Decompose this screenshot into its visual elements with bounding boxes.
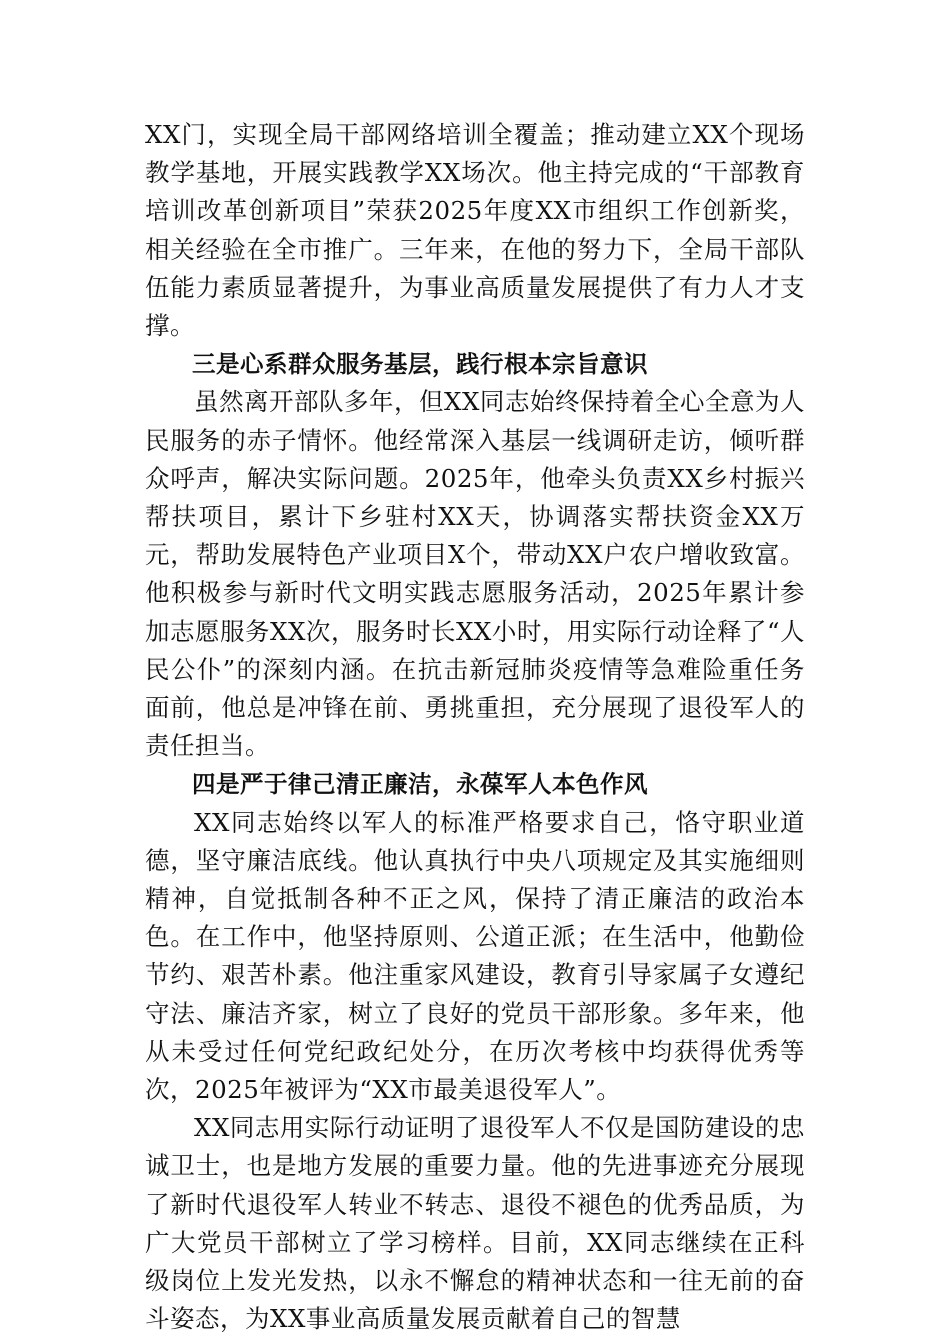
section-heading-4: 四是严于律己清正廉洁，永葆军人本色作风	[192, 770, 648, 799]
body-paragraph-2: 虽然离开部队多年，但XX同志始终保持着全心全意为人民服务的赤子情怀。他经常深入基层一线调研走访，倾听群众呼声，解决实际问题。2025年，他牵头负责XX乡村振兴帮扶项目，累计下乡驻村XX天，协调落实帮扶资金XX万元，帮助发展特色产业项目X个，带动XX户农户增收致富。他积极参与新时代文明实践志愿服务活动，2025年累计参加志愿服务XX次，服务时长XX小时，用实际行动诠释了“人民公仆”的深刻内涵。在抗击新冠肺炎疫情等急难险重任务面前，他总是冲锋在前、勇挑重担，充分展现了退役军人的责任担当。	[145, 387, 805, 761]
document-page	[145, 116, 805, 1339]
section-heading-3: 三是心系群众服务基层，践行根本宗旨意识	[192, 350, 648, 379]
body-paragraph-3: XX同志始终以军人的标准严格要求自己，恪守职业道德，坚守廉洁底线。他认真执行中央八项规定及其实施细则精神，自觉抵制各种不正之风，保持了清正廉洁的政治本色。在工作中，他坚持原则、公道正派；在生活中，他勤俭节约、艰苦朴素。他注重家风建设，教育引导家属子女遵纪守法、廉洁齐家，树立了良好的党员干部形象。多年来，他从未受过任何党纪政纪处分，在历次考核中均获得优秀等次，2025年被评为“XX市最美退役军人”。	[145, 807, 805, 1105]
body-paragraph-4: XX同志用实际行动证明了退役军人不仅是国防建设的忠诚卫士，也是地方发展的重要力量。他的先进事迹充分展现了新时代退役军人转业不转志、退役不褪色的优秀品质，为广大党员干部树立了学习榜样。目前，XX同志继续在正科级岗位上发光发热，以永不懈怠的精神状态和一往无前的奋斗姿态，为XX事业高质量发展贡献着自己的智慧	[145, 1113, 805, 1334]
body-paragraph-1: XX门，实现全局干部网络培训全覆盖；推动建立XX个现场教学基地，开展实践教学XX场次。他主持完成的“干部教育培训改革创新项目”荣获2025年度XX市组织工作创新奖，相关经验在全市推广。三年来，在他的努力下，全局干部队伍能力素质显著提升，为事业高质量发展提供了有力人才支撑。	[145, 120, 805, 341]
